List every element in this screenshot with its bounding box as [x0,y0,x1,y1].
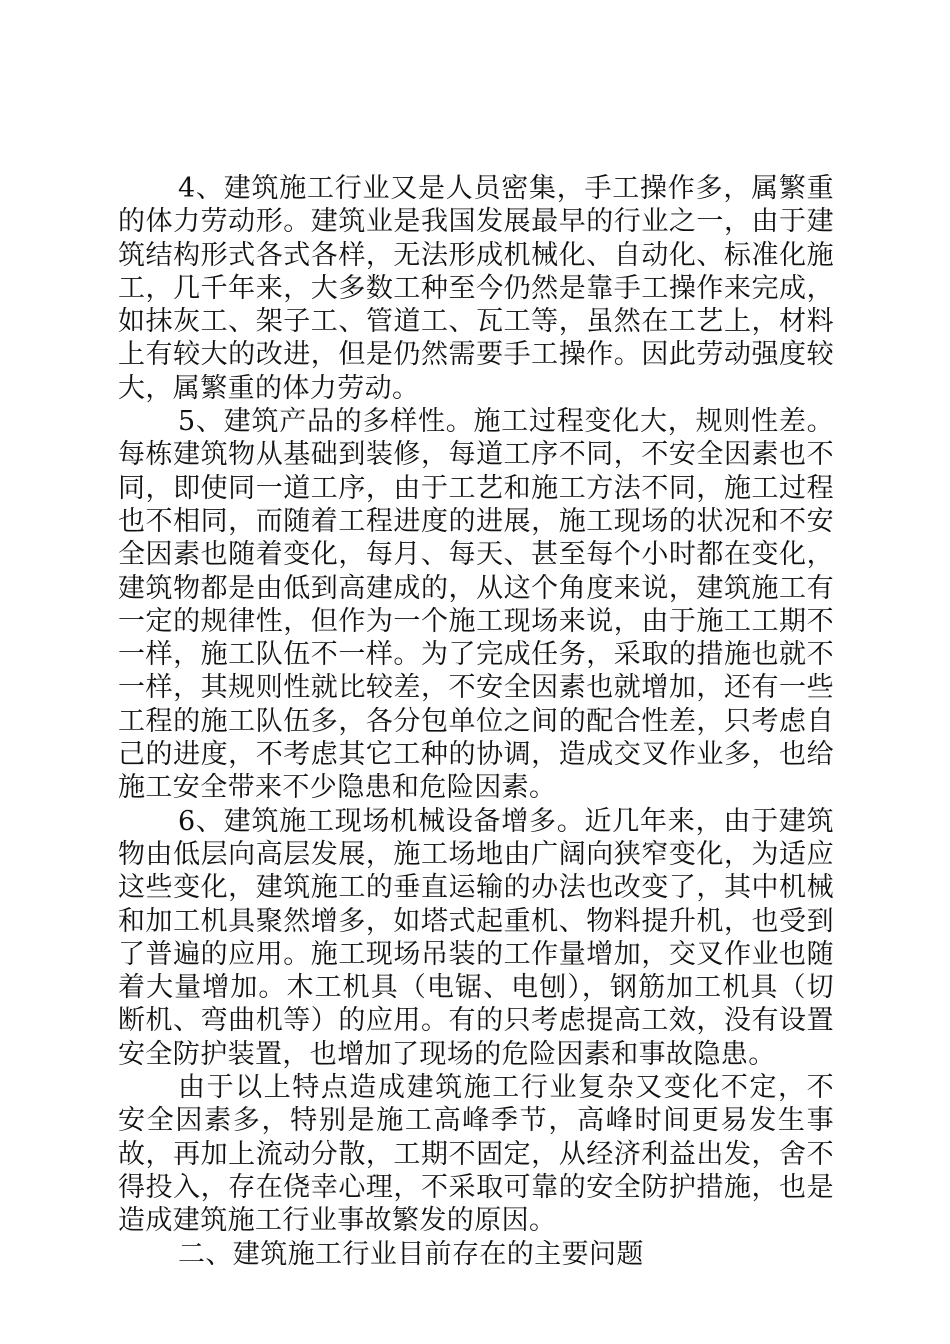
paragraph-item-5: 5、建筑产品的多样性。施工过程变化大，规则性差。每栋建筑物从基础到装修，每道工序不同，不安全因素也不同，即使同一道工序，由于工艺和施工方法不同，施工过程也不相同，而随着工程进度的进展，施工现场的状况和不安全因素也随着变化，每月、每天、甚至每个小时都在变化，建筑物都是由低到高建成的，从这个角度来说，建筑施工有一定的规律性，但作为一个施工现场来说，由于施工工期不一样，施工队伍不一样。为了完成任务，采取的措施也就不一样，其规则性就比较差，不安全因素也就增加，还有一些工程的施工队伍多，各分包单位之间的配合性差，只考虑自己的进度，不考虑其它工种的协调，造成交叉作业多，也给施工安全带来不少隐患和危险因素。 [118,406,834,804]
paragraph-item-4: 4、建筑施工行业又是人员密集，手工操作多，属繁重的体力劳动形。建筑业是我国发展最早的行业之一，由于建筑结构形式各式各样，无法形成机械化、自动化、标准化施工，几千年来，大多数工种至今仍然是靠手工操作来完成，如抹灰工、架子工、管道工、瓦工等，虽然在工艺上，材料上有较大的改进，但是仍然需要手工操作。因此劳动强度较大，属繁重的体力劳动。 [118,173,834,404]
summary-paragraph: 由于以上特点造成建筑施工行业复杂又变化不定，不安全因素多，特别是施工高峰季节，高峰时间更易发生事故，再加上流动分散，工期不固定，从经济利益出发，舍不得投入，存在侥幸心理，不采取可靠的安全防护措施，也是造成建筑施工行业事故繁发的原因。 [118,1072,834,1237]
section-heading: 二、建筑施工行业目前存在的主要问题 [178,1238,644,1270]
document-body [118,172,834,1271]
paragraph-item-6: 6、建筑施工现场机械设备增多。近几年来，由于建筑物由低层向高层发展，施工场地由广阔向狭窄变化，为适应这些变化，建筑施工的垂直运输的办法也改变了，其中机械和加工机具聚然增多，如塔式起重机、物料提升机，也受到了普遍的应用。施工现场吊装的工作量增加，交叉作业也随着大量增加。木工机具（电锯、电刨），钢筋加工机具（切断机、弯曲机等）的应用。有的只考虑提高工效，没有设置安全防护装置，也增加了现场的危险因素和事故隐患。 [118,805,834,1070]
